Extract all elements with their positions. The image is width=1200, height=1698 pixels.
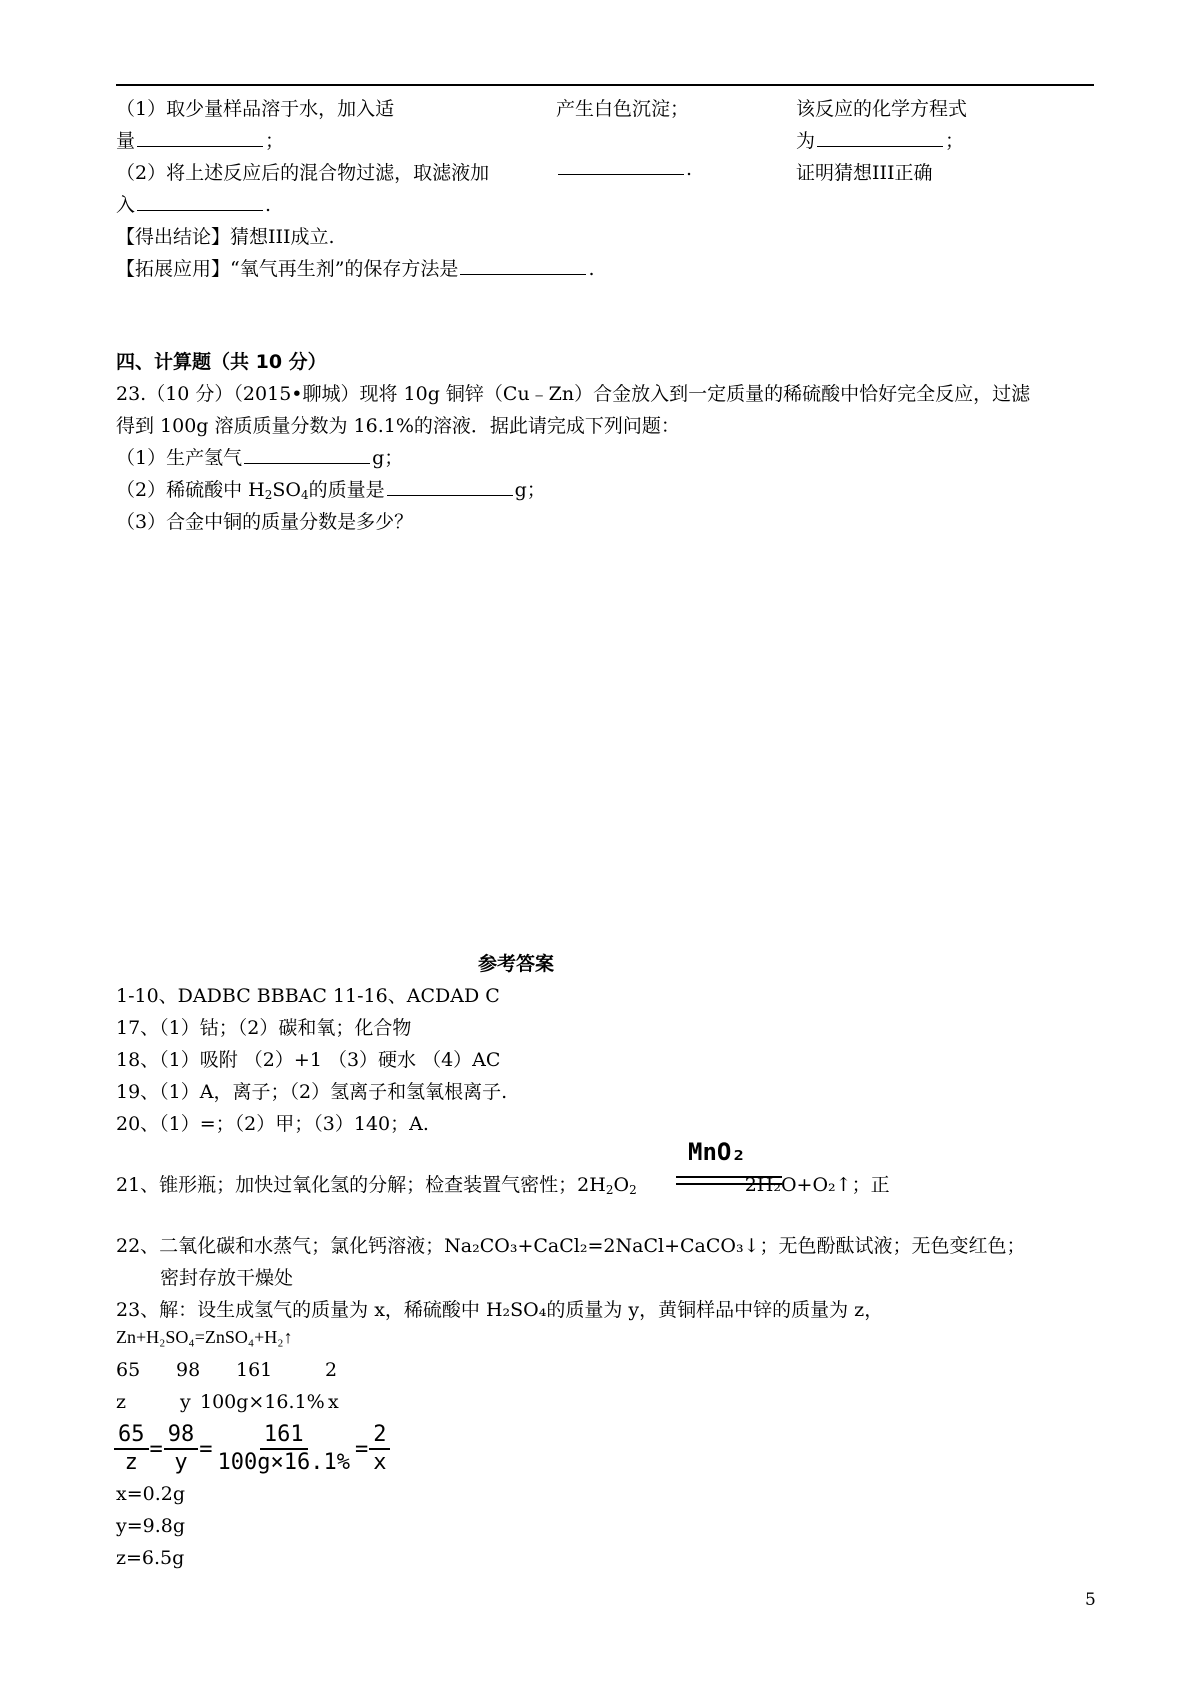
- fraction: $\frac{161}{100g\times 16.1\%}$: [217, 1422, 350, 1475]
- top-rule: [116, 84, 1094, 86]
- answer-blank[interactable]: [387, 494, 513, 496]
- page-number: 5: [1085, 1590, 1096, 1610]
- proportion-equation: $\frac{65}{z}$ = $\frac{98}{y}$ = $\frac{161}{100g\times 16.1\%}$ = $\frac{2}{x}$: [114, 1422, 390, 1476]
- molar-mass-2: 98: [176, 1359, 201, 1381]
- q23-line2: 得到 100g 溶质质量分数为 16.1%的溶液．据此请完成下列问题：: [116, 415, 680, 437]
- q23-part3: （3）合金中铜的质量分数是多少？: [116, 511, 414, 533]
- answer-23-equation: Zn+H₂SO₄=ZnSO₄+H₂↑: [116, 1327, 293, 1347]
- q23-part1: （1）生产氢气 g；: [116, 447, 404, 469]
- molar-mass-4: 2: [325, 1359, 338, 1381]
- answer-blank[interactable]: [817, 145, 943, 147]
- exp-step2-line2: 入 .: [116, 194, 272, 216]
- answer-22-line1: 22、二氧化碳和水蒸气；氯化钙溶液；Na₂CO₃+CaCl₂=2NaCl+CaCO₃↓；无色酚酞试液；无色变红色；: [116, 1235, 1026, 1257]
- answer-1-16: 1-10、DADBC BBBAC 11-16、ACDAD C: [116, 985, 500, 1007]
- exp-step1-line1: （1）取少量样品溶于水，加入适: [116, 98, 395, 120]
- answers-title: 参考答案: [478, 953, 555, 975]
- fraction: $\frac{2}{x}$: [369, 1422, 390, 1476]
- conclusion-text: 【得出结论】猜想III成立.: [116, 226, 335, 248]
- var-z: z: [116, 1391, 127, 1413]
- answer-blank[interactable]: [460, 273, 586, 275]
- fraction: $\frac{65}{z}$: [114, 1422, 149, 1476]
- molar-mass-3: 161: [236, 1359, 273, 1381]
- exp-conclusion1-line1: 该反应的化学方程式: [796, 98, 968, 120]
- q23-line1: 23.（10 分）（2015•聊城）现将 10g 铜锌（Cu﹣Zn）合金放入到一定质量的稀硫酸中恰好完全反应，过滤: [116, 383, 1031, 405]
- answer-blank[interactable]: [137, 209, 263, 211]
- answer-17: 17、（1）钴；（2）碳和氧；化合物: [116, 1017, 412, 1039]
- answer-23-line1: 23、解：设生成氢气的质量为 x，稀硫酸中 H₂SO₄的质量为 y，黄铜样品中锌的质量为 z，: [116, 1299, 884, 1321]
- var-x: x: [328, 1391, 339, 1413]
- exp-conclusion2: 证明猜想III正确: [796, 162, 933, 184]
- var-y: y: [180, 1391, 191, 1413]
- answer-22-line2: 密封存放干燥处: [160, 1267, 294, 1289]
- q23-part2: （2）稀硫酸中 $H_2SO_4$的质量是 g；: [116, 479, 546, 502]
- catalyst-label: MnO₂: [688, 1138, 746, 1166]
- reaction-condition-line: [676, 1176, 782, 1185]
- exp-step1-line2: 量 ；: [116, 130, 285, 152]
- answer-18: 18、（1）吸附 （2）+1 （3）硬水 （4）AC: [116, 1049, 501, 1071]
- answer-19: 19、（1）A，离子；（2）氢离子和氢氧根离子.: [116, 1081, 508, 1103]
- answer-blank[interactable]: [137, 145, 263, 147]
- exp-phenomenon2: .: [556, 158, 692, 180]
- molar-mass-1: 65: [116, 1359, 141, 1381]
- result-x: x=0.2g: [116, 1483, 186, 1505]
- extension-text: 【拓展应用】“氧气再生剂”的保存方法是 .: [116, 258, 595, 280]
- result-z: z=6.5g: [116, 1547, 185, 1569]
- answer-blank[interactable]: [558, 173, 684, 175]
- exp-phenomenon1: 产生白色沉淀；: [556, 98, 690, 120]
- answer-blank[interactable]: [244, 462, 370, 464]
- exp-step2-line1: （2）将上述反应后的混合物过滤，取滤液加: [116, 162, 490, 184]
- fraction: $\frac{98}{y}$: [164, 1422, 199, 1476]
- answer-21: 21、锥形瓶；加快过氧化氢的分解；检查装置气密性；$2H_2O_2$ 2H₂O+O₂↑；正: [116, 1174, 890, 1197]
- var-solution-mass: 100g×16.1%: [200, 1391, 325, 1413]
- result-y: y=9.8g: [116, 1515, 186, 1537]
- exp-conclusion1-line2: 为 ；: [796, 130, 965, 152]
- section4-title: 四、计算题（共 10 分）: [116, 351, 327, 373]
- answer-20: 20、（1）=；（2）甲；（3）140；A.: [116, 1113, 429, 1135]
